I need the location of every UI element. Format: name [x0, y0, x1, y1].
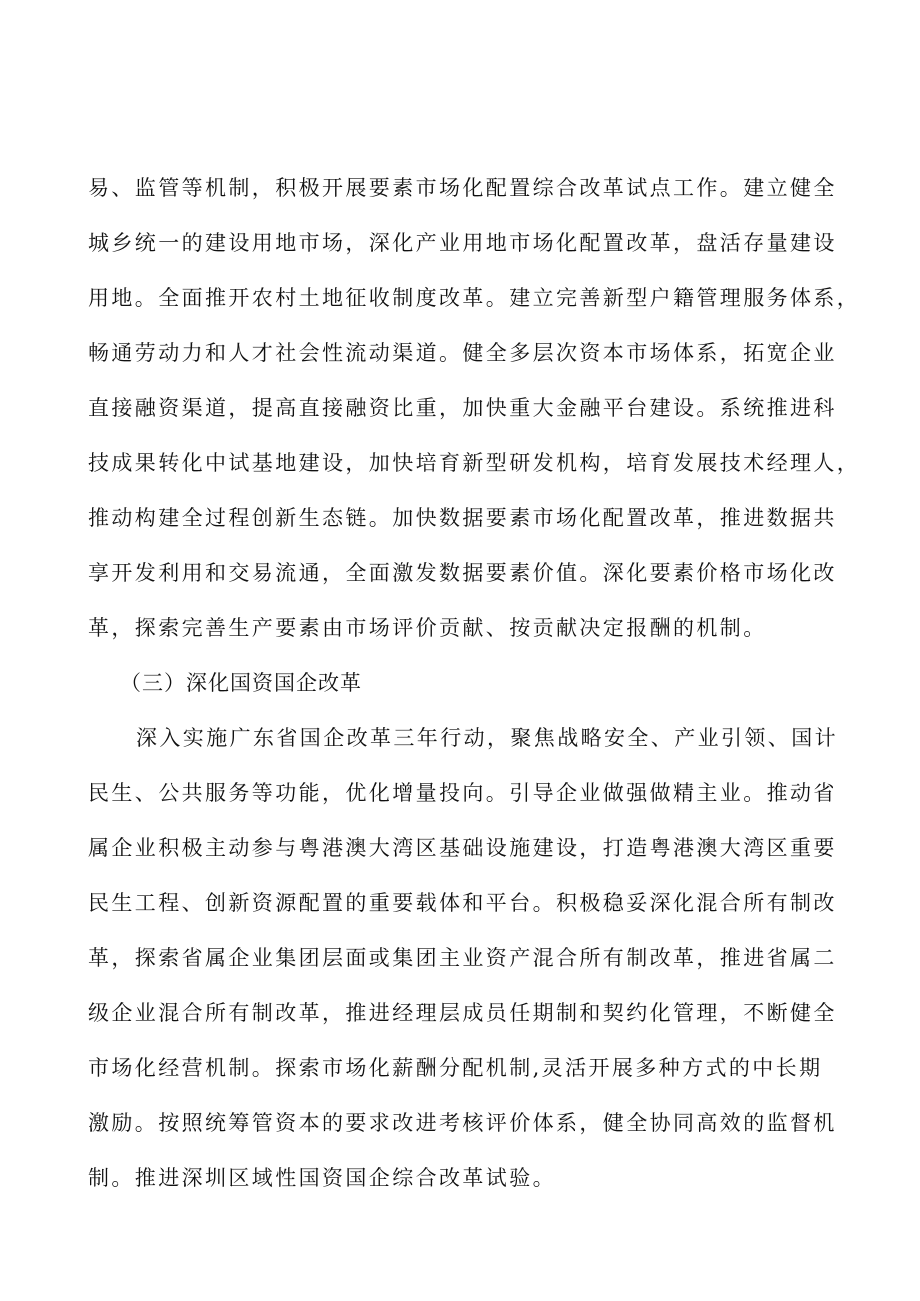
paragraph-2-line-9: 制。推进深圳区域性国资国企综合改革试验。 — [88, 1166, 556, 1190]
section-heading: （三）深化国资国企改革 — [120, 671, 362, 695]
paragraph-1-line-9: 革，探索完善生产要素由市场评价贡献、按贡献决定报酬的机制。 — [88, 616, 767, 640]
paragraph-2-line-6: 级企业混合所有制改革，推进经理层成员任期制和契约化管理，不断健全 — [88, 1001, 837, 1025]
paragraph-1-line-1: 易、监管等机制，积极开展要素市场化配置综合改革试点工作。建立健全 — [88, 176, 837, 200]
paragraph-2-line-2: 民生、公共服务等功能，优化增量投向。引导企业做强做精主业。推动省 — [88, 781, 837, 805]
paragraph-2-line-8: 激励。按照统筹管资本的要求改进考核评价体系，健全协同高效的监督机 — [88, 1111, 837, 1135]
paragraph-2-line-1: 深入实施广东省国企改革三年行动，聚焦战略安全、产业引领、国计 — [136, 726, 838, 750]
paragraph-1-line-2: 城乡统一的建设用地市场，深化产业用地市场化配置改革，盘活存量建设 — [88, 231, 837, 255]
paragraph-1-line-4: 畅通劳动力和人才社会性流动渠道。健全多层次资本市场体系，拓宽企业 — [88, 341, 837, 365]
paragraph-1-line-6: 技成果转化中试基地建设，加快培育新型研发机构，培育发展技术经理人， — [88, 451, 861, 475]
paragraph-2-line-4: 民生工程、创新资源配置的重要载体和平台。积极稳妥深化混合所有制改 — [88, 891, 837, 915]
paragraph-2-line-3: 属企业积极主动参与粤港澳大湾区基础设施建设，打造粤港澳大湾区重要 — [88, 836, 837, 860]
paragraph-1-line-3: 用地。全面推开农村土地征收制度改革。建立完善新型户籍管理服务体系， — [88, 286, 861, 310]
paragraph-1-line-5: 直接融资渠道，提高直接融资比重，加快重大金融平台建设。系统推进科 — [88, 396, 837, 420]
paragraph-2-line-7: 市场化经营机制。探索市场化薪酬分配机制,灵活开展多种方式的中长期 — [88, 1056, 823, 1080]
paragraph-1-line-7: 推动构建全过程创新生态链。加快数据要素市场化配置改革，推进数据共 — [88, 506, 837, 530]
paragraph-1-line-8: 享开发利用和交易流通，全面激发数据要素价值。深化要素价格市场化改 — [88, 561, 837, 585]
paragraph-2-line-5: 革，探索省属企业集团层面或集团主业资产混合所有制改革，推进省属二 — [88, 946, 837, 970]
